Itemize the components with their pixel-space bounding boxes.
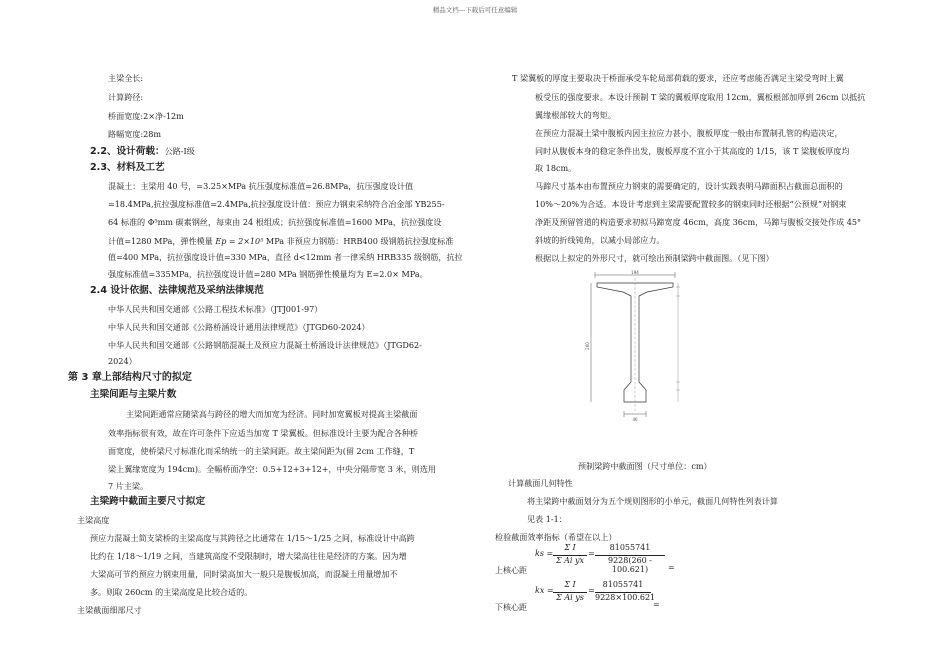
text-line: 梁上翼缘宽度为 194cm)。全幅桥面净空：0.5+12+3+12+，中央分隔带宽 3 米，则选用 [108,464,436,474]
chapter-3-title: 第 3 章上部结构尺寸的拟定 [68,372,192,383]
text-line: 同时从腹板本身的稳定条件出发，腹板厚度不宜小于其高度的 1/15，该 T 梁腹板厚度均 [535,146,850,156]
text-line: 10%～20%为合适。本设计考虑到主梁需要配置较多的钢束同时还根据“公预规”对钢束 [535,199,847,209]
fraction-numerator: Σ I [564,580,576,589]
text-line: 值=400 MPa，抗拉强度设计值=330 MPa，直径 d<12mm 者一律采纳 HRB335 级钢筋，抗拉 [108,252,463,262]
section-3-1-title: 主梁间距与主梁片数 [90,389,177,400]
section-2-2 [90,146,195,157]
text-line: 强度标准值=335MPa，抗拉强度设计值=280 MPa 钢筋弹性模量均为 E=2.0× MPa。 [108,269,428,279]
ks-symbol: ks = [535,549,554,558]
fraction-denominator: Σ Ai yx [555,556,585,565]
upper-core-formula [495,543,695,575]
lower-core-formula [495,578,695,612]
text-line: 将主梁跨中截面划分为五个规则图形的小单元，截面几何特性列表计算 [527,496,778,506]
section-2-2-title: 2.2、设计荷载： [90,146,165,157]
modulus-formula: Ep = 2×10⁵ [215,237,264,246]
subsection-title: 主梁高度 [77,515,110,525]
text-line: 净距及预留管道的构造要求初拟马蹄宽度 46cm，高度 36cm，马蹄与腹板交接处作成 45° [535,217,862,227]
text-line: 路幅宽度:28m [108,129,162,139]
subsection-title: 计算截面几何特性 [508,478,573,488]
text-line: 计算跨径: [108,92,144,102]
fraction-denominator: 9228×100.621 [595,593,656,602]
top-dimension-label: 194 [631,270,639,275]
section-2-3-title: 2.3、材料及工艺 [90,162,165,173]
equals-sign: = [588,586,595,595]
text-line: 见表 1-1： [527,514,567,524]
text-line [108,236,453,247]
section-3-2-title: 主梁跨中截面主要尺寸拟定 [90,496,206,507]
text-line: 混凝土：主梁用 40 号，=3.25×MPa 抗压强度标准值=26.8MPa，抗压强度设计值 [108,181,414,191]
text-line: 效率指标很有效，故在许可条件下应适当加宽 T 梁翼板。但标准设计主要为配合各种桥 [108,428,419,438]
page-header: 精品文档---下载后可任意编辑 [432,6,518,14]
fraction-numerator: 81055741 [602,580,644,589]
reference-item: 中华人民共和国交通部《公路工程技术标准》（JTJ001-97） [108,304,323,314]
text-line: 7 片主梁。 [108,481,149,491]
equals-sign: = [588,549,595,558]
text-line: 板受压的强度要求。本设计预制 T 梁的翼板厚度取用 12cm，翼板根部加厚到 26cm 以抵抗 [535,92,866,102]
height-dimension-label: 260 [585,342,590,350]
section-2-4-title: 2.4 设计依据、法律规范及采纳法律规范 [90,285,264,296]
text-fragment: MPa 非预应力钢筋：HRB400 级钢筋抗拉强度标准 [265,236,454,246]
equals-sign: = [653,600,660,609]
bottom-dimension-label: 46 [632,417,638,422]
reference-item: 中华人民共和国交通部《公路桥涵设计通用法律规范》（JTGD60-2024） [108,322,370,332]
fraction-numerator: 81055741 [609,543,651,552]
text-line: 根据以上拟定的外形尺寸，就可绘出预制梁跨中截面图。（见下图） [535,253,774,263]
text-line: 面宽度，使桥梁尺寸标准化而采纳统一的主梁间距。故主梁间距为(留 2cm 工作缝，T [108,446,415,456]
text-line: 斜坡的折线钝角，以减小局部应力。 [535,235,665,245]
text-line: T 梁翼板的厚度主要取决于桥面承受车轮局部荷载的要求，还应考虑能否满足主梁受弯时上翼 [512,73,844,83]
text-fragment: 计值=1280 MPa，弹性模量 [108,236,213,246]
text-line: 主梁间距通常应随梁高与跨径的增大而加宽为经济。同时加宽翼板对提高主梁截面 [126,409,418,419]
figure-caption: 预制梁跨中截面图（尺寸单位：cm） [578,461,712,471]
text-line: 取 18cm。 [535,163,577,173]
text-line: 翼缘根部较大的弯矩。 [535,110,616,120]
beam-cross-section-figure [585,266,685,436]
lower-core-label: 下核心距 [495,603,527,612]
text-line: 预应力混凝土简支梁桥的主梁高度与其跨径之比通常在 1/15～1/25 之间，标准设计中高跨 [90,533,415,543]
equals-sign: = [668,563,675,572]
text-line: 大梁高可节约预应力钢束用量，同时梁高加大一般只是腹板加高，而混凝土用量增加不 [90,569,398,579]
text-line: 马蹄尺寸基本由布置预应力钢束的需要确定的，设计实践表明马蹄面积占截面总面积的 [535,181,843,191]
reference-item: 中华人民共和国交通部《公路钢筋混凝土及预应力混凝土桥涵设计法律规范》（JTGD62- [108,340,422,350]
text-line: 在预应力混凝土梁中腹板内因主拉应力甚小，腹板厚度一般由布置制孔管的构造决定， [535,128,843,138]
fraction-denominator: 9228(260 - 100.621) [608,556,652,574]
fraction-denominator: Σ Ai ys [556,593,584,602]
kx-symbol: kx = [535,586,554,595]
text-line: 多。则取 260cm 的主梁高度是比较合适的。 [90,587,253,597]
reference-item: 2024） [108,356,137,366]
text-line: 桥面宽度:2×净-12m [108,111,184,121]
upper-core-label: 上核心距 [495,566,527,575]
text-line: 主梁全长: [108,73,144,83]
fraction-numerator: Σ I [564,543,576,552]
text-line: 检验截面效率指标（希望在以上） [495,532,617,542]
text-line: =18.4MPa,抗拉强度标准值=2.4MPa,抗拉强度设计值：预应力钢束采纳符合冶金部 YB255- [108,199,445,209]
subsection-title: 主梁截面细部尺寸 [77,605,142,615]
text-line: 64 标准的 Φ⁵mm 碳素钢丝，每束由 24 根组成；抗拉强度标准值=1600 MPa，抗拉强度设 [108,217,442,227]
section-2-2-value: 公路-I级 [164,146,195,156]
text-line: 比约在 1/18～1/19 之间，当建筑高度不受限制时，增大梁高往往是经济的方案。因为增 [90,551,407,561]
